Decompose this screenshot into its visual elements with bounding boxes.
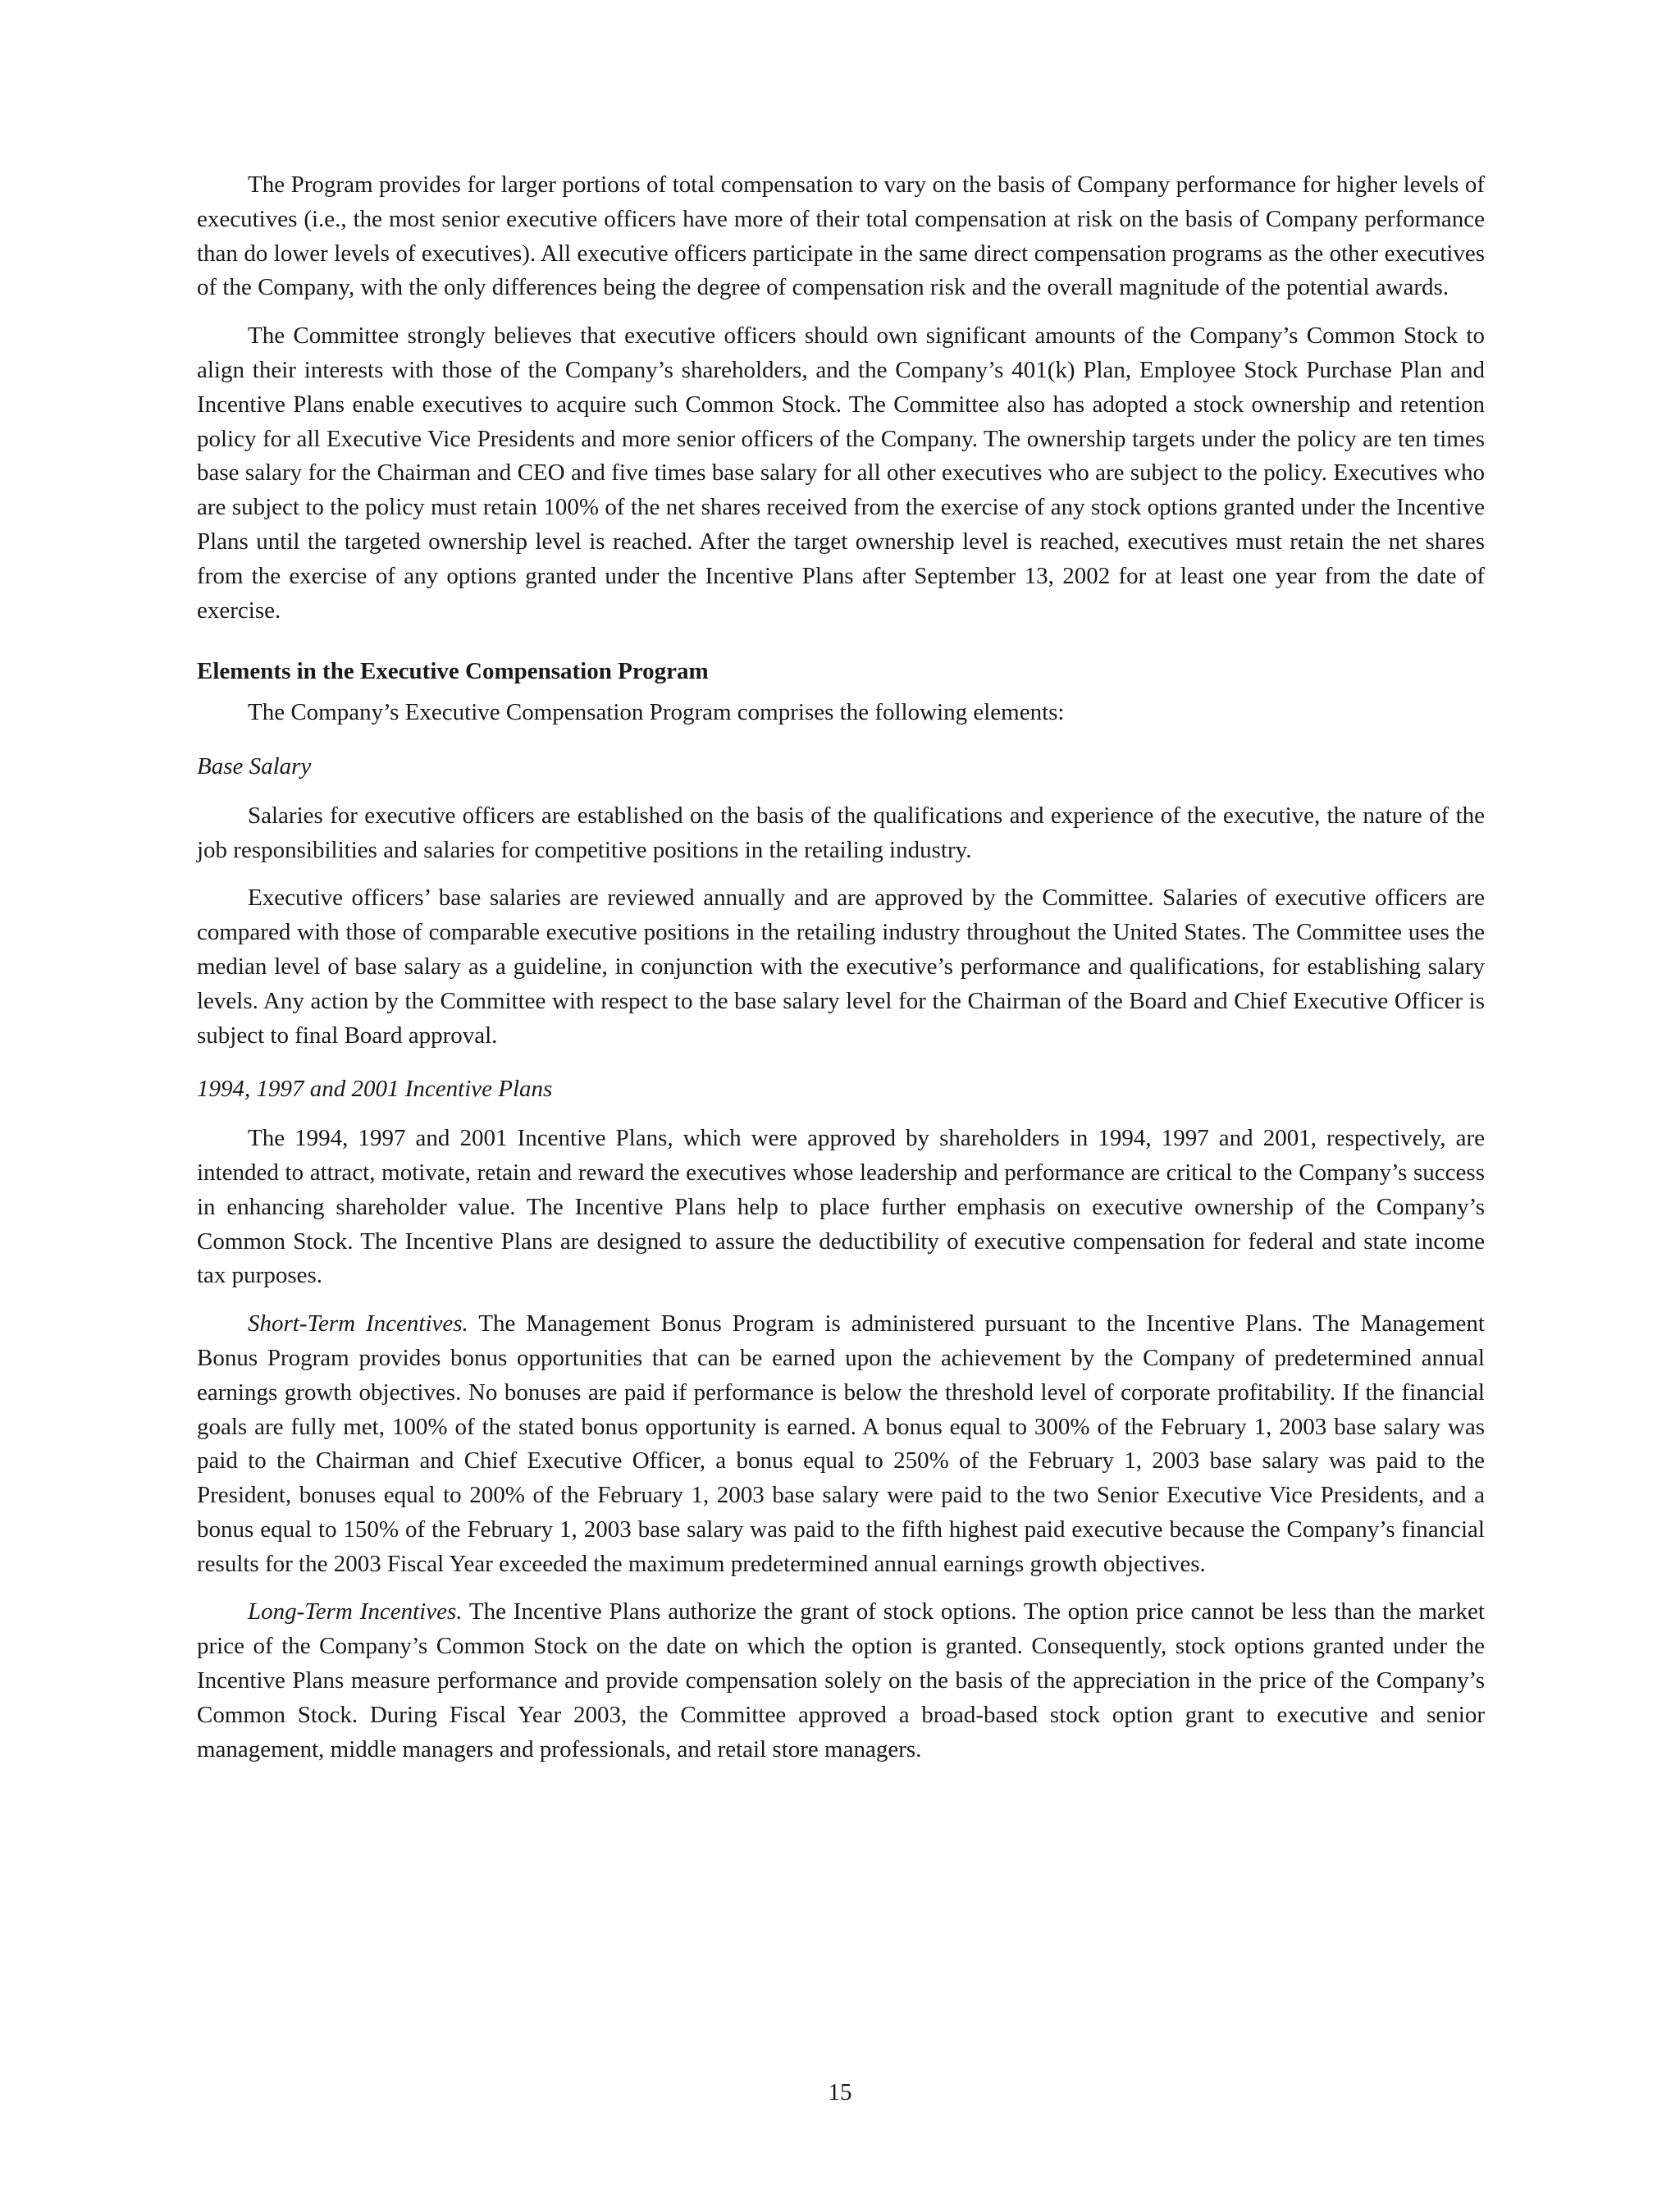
paragraph-incentive-plans: The 1994, 1997 and 2001 Incentive Plans, which were approved by shareholders in 1994, 1997 and 2001, respectively, are intended to attract, motivate, retain and reward the executives whose leadership and performance are critical to the Company’s success in enhancing shareholder value. The Incentive Plans help to place further emphasis on executive ownership of the Company’s Common Stock. The Incentive Plans are designed to assure the deductibility of executive compensation for federal and state income tax purposes. bbox=[197, 1125, 1485, 1289]
short-term-text: The Management Bonus Program is administered pursuant to the Incentive Plans. The Management Bonus Program provides bonus opportunities that can be earned upon the achievement by the Company of predetermined annual earnings growth objectives. No bonuses are paid if performance is below the threshold level of corporate profitability. If the financial goals are fully met, 100% of the stated bonus opportunity is earned. A bonus equal to 300% of the February 1, 2003 base salary was paid to the Chairman and Chief Executive Officer, a bonus equal to 250% of the February 1, 2003 base salary was paid to the President, bonuses equal to 200% of the February 1, 2003 base salary were paid to the two Senior Executive Vice Presidents, and a bonus equal to 150% of the February 1, 2003 base salary was paid to the fifth highest paid executive because the Company’s financial results for the 2003 Fiscal Year exceeded the maximum predetermined annual earnings growth objectives. bbox=[197, 1310, 1485, 1577]
subheading-base-salary: Base Salary bbox=[197, 752, 312, 780]
short-term-lead: Short-Term Incentives. bbox=[248, 1310, 468, 1337]
paragraph-long-term-incentives bbox=[197, 1595, 1485, 1767]
paragraph-program-overview: The Program provides for larger portions of total compensation to vary on the basis of Company performance for higher levels of executives (i.e., the most senior executive officers have more of their total compensation at risk on the basis of Company performance than do lower levels of executives). All executive officers participate in the same direct compensation programs as the other executives of the Company, with the only differences being the degree of compensation risk and the overall magnitude of the potential awards. bbox=[197, 171, 1485, 301]
paragraph-base-salary-2: Executive officers’ base salaries are reviewed annually and are approved by the Committee. Salaries of executive officers are compared with those of comparable executive positions in the retailing industry throughout the United States. The Committee uses the median level of base salary as a guideline, in conjunction with the executive’s performance and qualifications, for establishing salary levels. Any action by the Committee with respect to the base salary level for the Chairman of the Board and Chief Executive Officer is subject to final Board approval. bbox=[197, 885, 1485, 1049]
paragraph-short-term-incentives bbox=[197, 1307, 1485, 1581]
paragraph-elements-intro: The Company’s Executive Compensation Program comprises the following elements: bbox=[248, 699, 1065, 726]
subheading-incentive-plans: 1994, 1997 and 2001 Incentive Plans bbox=[197, 1076, 553, 1103]
long-term-text: The Incentive Plans authorize the grant of stock options. The option price cannot be less than the market price of the Company’s Common Stock on the date on which the option is granted. Consequently, stock options granted under the Incentive Plans measure performance and provide compensation solely on the basis of the appreciation in the price of the Company’s Common Stock. During Fiscal Year 2003, the Committee approved a broad-based stock option grant to executive and senior management, middle managers and professionals, and retail store managers. bbox=[197, 1598, 1485, 1763]
page-number: 15 bbox=[828, 2079, 852, 2105]
document-page bbox=[197, 168, 1485, 1781]
paragraph-stock-ownership: The Committee strongly believes that executive officers should own significant amounts of the Company’s Common Stock to align their interests with those of the Company’s shareholders, and the Company’s 401(k) Plan, Employee Stock Purchase Plan and Incentive Plans enable executives to acquire such Common Stock. The Committee also has adopted a stock ownership and retention policy for all Executive Vice Presidents and more senior officers of the Company. The ownership targets under the policy are ten times base salary for the Chairman and CEO and five times base salary for all other executives who are subject to the policy. Executives who are subject to the policy must retain 100% of the net shares received from the exercise of any stock options granted under the Incentive Plans until the targeted ownership level is reached. After the target ownership level is reached, executives must retain the net shares from the exercise of any options granted under the Incentive Plans after September 13, 2002 for at least one year from the date of exercise. bbox=[197, 322, 1485, 624]
paragraph-base-salary-1: Salaries for executive officers are established on the basis of the qualifications and experience of the executive, the nature of the job responsibilities and salaries for competitive positions in the retailing industry. bbox=[197, 802, 1485, 863]
long-term-lead: Long-Term Incentives. bbox=[248, 1598, 463, 1625]
section-heading-elements: Elements in the Executive Compensation Program bbox=[197, 658, 709, 685]
